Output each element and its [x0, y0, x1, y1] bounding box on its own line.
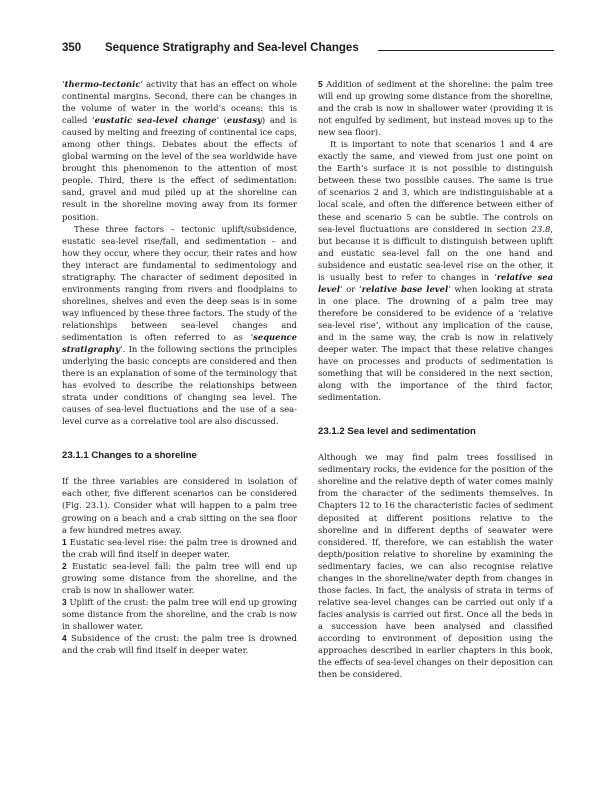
list-item-4: 4 Subsidence of the crust: the palm tree is drowned and the crab will find itself in deeper water.: [62, 632, 297, 656]
left-paragraph-1: ‘thermo-tectonic’ activity that has an effect on whole continental margins. Second, there can be changes in the volume of water in the world’s oceans: this is called ‘eustatic sea-level change’ (eustasy) and is caused by melting and freezing of continental ice caps, among other things. Debates about the effects of global warming on the level of the sea worldwide have brought this phenomenon to the attention of most people. Third, there is the effect of sedimentation: sand, gravel and mud piled up at the shoreline can result in the shoreline moving away from its former position.: [62, 79, 297, 222]
header-rule: [378, 50, 554, 51]
list-item-1: 1 Eustatic sea-level rise: the palm tree is drowned and the crab will find itself in deeper water.: [62, 536, 298, 559]
left-paragraph-2: These three factors – tectonic uplift/subsidence, eustatic sea-level rise/fall, and sedimentation – and how they occur, where they occur, their rates and how they interact are fundamental to sedimentology and stratigraphy. The character of sediment deposited in environments ranging from rivers and floodplains to shorelines, shelves and even the deep seas is in some way influenced by these three factors. The study of the relationships between sea-level changes and sedimentation is often referred to as ‘sequence stratigraphy’. In the following sections the principles underlying the basic concepts are considered and then there is an explanation of some of the terminology that has evolved to describe the relationships between strata under conditions of changing sea level. The causes of sea-level fluctuations and the use of a sea-level curve as a correlative tool are also discussed.: [62, 223, 297, 427]
right-column: [318, 78, 553, 680]
page-number: 350: [62, 42, 82, 54]
section-ref: 23.8: [531, 223, 551, 234]
term-eustasy: eustasy: [226, 115, 262, 126]
left-paragraph-3: If the three variables are considered in isolation of each other, five different scenarios can be considered (Fig. 23.1). Consider what will happen to a palm tree growing on a beach and a crab sitting on the sea floor a few hundred metres away.: [62, 476, 297, 535]
list-item-3: 3 Uplift of the crust: the palm tree will end up growing some distance from the shoreline, and the crab is now in shallower water.: [62, 596, 297, 631]
term-thermo-tectonic: thermo-tectonic: [64, 79, 141, 89]
right-paragraph-1: It is important to note that scenarios 1 and 4 are exactly the same, and viewed from just one point on the Earth’s surface it is not possible to distinguish between these two possible causes. The same is true of scenarios 2 and 3, which are indistinguishable at a local scale, and often the difference between either of these and scenario 5 can be subtle. The controls on sea-level fluctuations are considered in section 23.8, but because it is difficult to distinguish between uplift and eustatic sea-level fall on the one hand and subsidence and eustatic sea-level rise on the other, it is usually best to refer to changes in ‘relative sea level’ or ‘relative base level’ when looking at strata in one place. The drowning of a palm tree may therefore be considered to be evidence of a ‘relative sea-level rise’, without any implication of the cause, and in the same way, the crab is now in relatively deeper water. The impact that these relative changes have on processes and products of sedimentation is something that will be considered in the next section, along with the importance of the third factor, sedimentation.: [318, 139, 554, 403]
term-relative-base-level: relative base level: [361, 283, 449, 294]
section-heading-23-1-2: 23.1.2 Sea level and sedimentation: [318, 426, 476, 438]
section-heading-23-1-1: 23.1.1 Changes to a shoreline: [62, 450, 197, 462]
term-eustatic-sea-level-change: eustatic sea-level change: [94, 115, 217, 126]
term-relative-sea-level: relative sea level: [318, 271, 554, 294]
left-column: [62, 78, 297, 656]
running-title: Sequence Stratigraphy and Sea-level Changes: [105, 42, 359, 54]
list-item-2: 2 Eustatic sea-level fall: the palm tree will end up growing some distance from the shoreline, and the crab is now in shallower water.: [62, 560, 297, 595]
term-sequence-stratigraphy: sequence stratigraphy: [62, 331, 297, 355]
right-paragraph-2: Although we may find palm trees fossilised in sedimentary rocks, the evidence for the position of the shoreline and the relative depth of water comes mainly from the character of the sediments themselves. In Chapters 12 to 16 the characteristic facies of sediment deposited at different positions relative to the shoreline and in different depths of seawater were considered. If, therefore, we can establish the water depth/position relative to shoreline by examining the sedimentary facies, we can also recognise relative changes in the shoreline/water depth from changes in those facies. In fact, the analysis of strata in terms of relative sea-level changes can be carried out only if a facies analysis is carried out first. Once all the beds in a succession have been analysed and classified according to environment of deposition using the approaches described in earlier chapters in this book, the effects of sea-level changes on their deposition can then be considered.: [318, 452, 553, 680]
page-header: [62, 42, 554, 62]
list-item-5: 5 Addition of sediment at the shoreline: the palm tree will end up growing some distance from the shoreline, and the crab is now in shallower water (providing it is not engulfed by sediment, but instead moves up to the new sea floor).: [318, 79, 553, 138]
